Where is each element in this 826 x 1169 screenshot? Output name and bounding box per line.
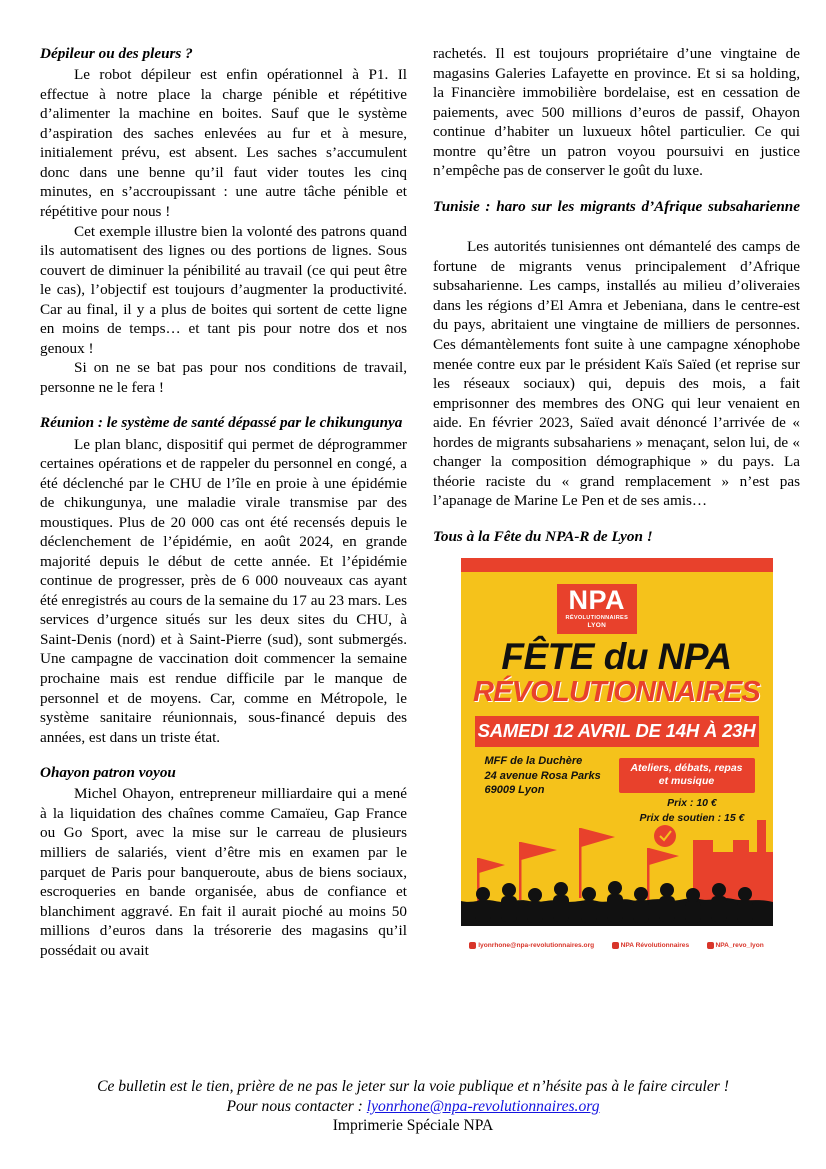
poster-address-line1: MFF de la Duchère (484, 755, 583, 768)
npa-logo-main: NPA (568, 585, 626, 616)
footer-line-1: Ce bulletin est le tien, prière de ne pas le jeter sur la voie publique et n’hésite pas à le faire circuler ! (97, 1078, 729, 1095)
page-footer (40, 1078, 786, 1135)
paragraph: Le robot dépileur est enfin opérationnel à P1. Il effectue à notre place la charge pénible et répétitive d’alimenter la machine en boites. Sauf que le système d’aspiration des saches enlevées au fur et à mesure, initialement prévu, est absent. Les saches s’accumulent donc dans une benne qu’il faut vider toutes les cinq minutes, en s’accroupissant : une autre tâche pénible et répétitive pour nous ! (40, 66, 407, 221)
section-heading-tunisie: Tunisie : haro sur les migrants d’Afrique subsaharienne (433, 197, 800, 215)
poster-address-line3: 69009 Lyon (484, 784, 545, 797)
contact-instagram (707, 942, 764, 949)
mail-icon (469, 942, 476, 949)
footer-line-2 (40, 1098, 786, 1116)
npa-logo-sub: RÉVOLUTIONNAIRES (565, 615, 629, 622)
paragraph: Michel Ohayon, entrepreneur milliardaire qui a mené à la liquidation des chaînes comme Camaïeu, Gap France ou Go Sport, avec la mise sur le carreau de plusieurs milliers de salariés, vient d’être mis en examen par le parquet de Paris pour banqueroute, abus de biens sociaux, escroqueries en bande organisée, abus de confiance et blanchiment aggravé. En fait il aurait pioché au moins 50 millions d’euros dans la trésorerie des magasins qu’il possédait ou avait (40, 785, 407, 959)
poster-price-line2: Prix de soutien : 15 € (639, 811, 745, 824)
paragraph: rachetés. Il est toujours propriétaire d’une vingtaine de magasins Galeries Lafayette en province. Et si sa holding, la Financière immobilière bordelaise, est en cessation de paiements, avec 500 millions d’euros de passif, Ohayon continue d’habiter un luxueux hôtel particulier. Ce qui montre qu’être un patron voyou poursuivi en justice n’empêche pas de conserver le goût du luxe. (433, 45, 800, 180)
poster-title-line1: FÊTE du NPA (501, 636, 732, 678)
contact-email (469, 942, 594, 949)
paragraph: Le plan blanc, dispositif qui permet de déprogrammer certaines opérations et de rappeler du personnel en congé, a été déclenché par le CHU de l’île en proie à une épidémie de chikungunya, une maladie virale transmise par des moustiques. Plus de 20 000 cas ont été recensés depuis le déclenchement de l’épidémie, en août 2024, en grande majorité depuis le début de cette année. Et l’épidémie continue de progresser, près de 6 000 nouveaux cas ayant été enregistrés au cours de la semaine du 17 au 23 mars. Les services d’urgence situés sur les deux sites du CHU, à Saint-Denis (nord) et à Saint-Pierre (sud), sont submergés. Une campagne de vaccination doit commencer la semaine prochaine mais est rendue difficile par le manque de personnel et de moyens. Car, comme en Métropole, le système sanitaire réunionnais, sous-financé depuis des années, est dans un triste état. (40, 435, 407, 746)
npa-fete-poster (461, 558, 773, 954)
poster-address (485, 754, 601, 798)
poster-date-banner: SAMEDI 12 AVRIL DE 14H À 23H (475, 716, 759, 747)
contact-email-label: lyonrhone@npa-revolutionnaires.org (478, 942, 595, 950)
footer-email-link[interactable]: lyonrhone@npa-revolutionnaires.org (366, 1098, 600, 1115)
section-heading-fete: Tous à la Fête du NPA-R de Lyon ! (433, 527, 653, 545)
two-column-body (40, 44, 800, 1034)
contact-instagram-label: NPA_revo_lyon (715, 942, 764, 950)
poster-contacts (461, 942, 773, 949)
poster-address-line2: 24 avenue Rosa Parks (484, 769, 601, 782)
instagram-icon (707, 942, 714, 949)
poster-activities-line1: Ateliers, débats, repas (630, 762, 743, 775)
poster-bottom-band (461, 926, 773, 954)
poster-activities (619, 758, 755, 793)
poster-activities-line2: et musique (658, 775, 715, 788)
contact-facebook-label: NPA Révolutionnaires (620, 942, 690, 950)
poster-top-band (461, 558, 773, 572)
section-heading-depileur: Dépileur ou des pleurs ? (40, 45, 193, 62)
left-column (40, 44, 407, 1034)
poster-title-line2: RÉVOLUTIONNAIRES (473, 676, 760, 709)
footer-line-3: Imprimerie Spéciale NPA (332, 1117, 494, 1134)
npa-logo-city: LYON (587, 621, 607, 629)
poster-price-line1: Prix : 10 € (667, 797, 717, 810)
right-column (433, 44, 800, 1034)
footer-contact-label: Pour nous contacter : (226, 1098, 367, 1115)
section-heading-reunion: Réunion : le système de santé dépassé par le chikungunya (40, 414, 403, 432)
flyer-container (433, 558, 800, 954)
paragraph: Les autorités tunisiennes ont démantelé des camps de fortune de migrants venus principalement d’Afrique subsaharienne. Les camps, installés au milieu d’oliveraies dans les régions d’El Amra et Jebeniana, dans le centre-est du pays, abritaient une vingtaine de milliers de personnes. Ces démantèlements font suite à une campagne xénophobe menée contre eux par le président Kaïs Saïed (et reprise sur les réseaux sociaux) qui, depuis des mois, a fait emprisonner des membres des ONG qui leur venaient en aide. En février 2023, Saïed avait dénoncé l’arrivée de « hordes de migrants subsahariens » menaçant, selon lui, de « changer la composition démographique » du pays. La théorie raciste du « grand remplacement » n’est pas l’apanage de Marine Le Pen et de ses amis… (433, 238, 800, 510)
paragraph: Si on ne se bat pas pour nos conditions de travail, personne ne le fera ! (40, 359, 407, 396)
paragraph: Cet exemple illustre bien la volonté des patrons quand ils automatisent des lignes ou des portions de lignes. Sous couvert de diminuer la pénibilité au travail (ce qui peut être le cas), l’objectif est toujours d’augmenter la productivité. Car au final, il y a plus de boites qui sortent de cette ligne en moins de temps… et tant pis pour notre dos et nos genoux ! (40, 222, 407, 357)
section-heading-ohayon: Ohayon patron voyou (40, 764, 176, 782)
contact-facebook (612, 942, 690, 949)
npa-logo (557, 584, 638, 634)
facebook-icon (612, 942, 619, 949)
crowd-illustration (461, 806, 773, 926)
